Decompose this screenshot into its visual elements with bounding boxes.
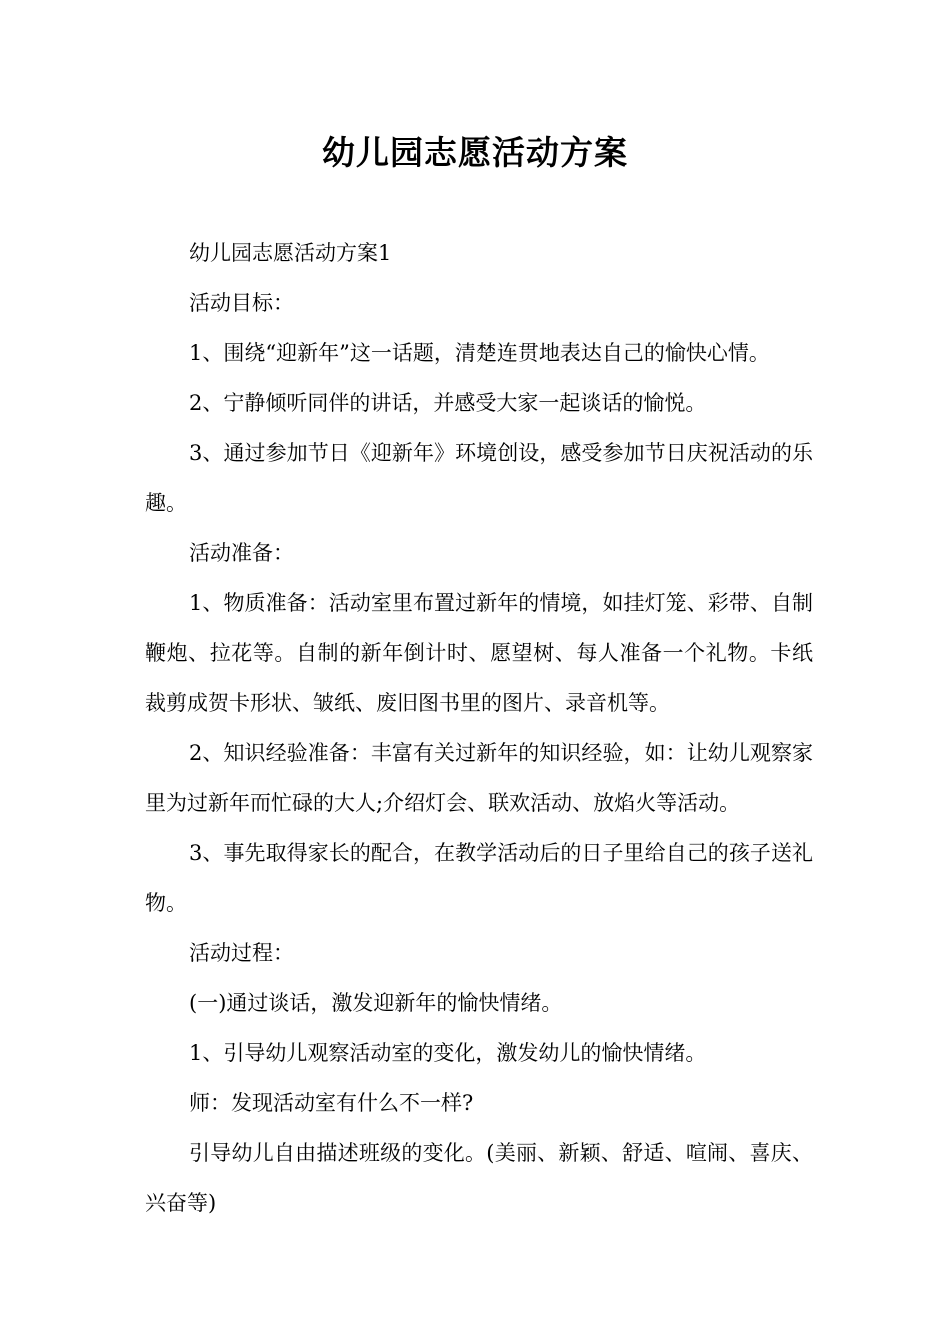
- subheading-process: 活动过程：: [189, 941, 294, 965]
- document-body: [145, 228, 813, 1228]
- preparation-item: 2、知识经验准备：丰富有关过新年的知识经验，如：让幼儿观察家里为过新年而忙碌的大人;介绍灯会、联欢活动、放焰火等活动。: [145, 741, 813, 815]
- process-item: 引导幼儿自由描述班级的变化。(美丽、新颖、舒适、喧闹、喜庆、兴奋等): [145, 1141, 813, 1215]
- process-step: (一)通过谈话，激发迎新年的愉快情绪。: [189, 991, 563, 1015]
- goal-item: 3、通过参加节日《迎新年》环境创设，感受参加节日庆祝活动的乐趣。: [145, 441, 813, 515]
- document-title: 幼儿园志愿活动方案: [322, 133, 628, 172]
- preparation-item: 3、事先取得家长的配合，在教学活动后的日子里给自己的孩子送礼物。: [145, 841, 813, 915]
- goal-item: 1、围绕“迎新年”这一话题，清楚连贯地表达自己的愉快心情。: [189, 341, 770, 365]
- section-heading: 幼儿园志愿活动方案1: [189, 241, 392, 265]
- preparation-item: 1、物质准备：活动室里布置过新年的情境，如挂灯笼、彩带、自制鞭炮、拉花等。自制的新年倒计时、愿望树、每人准备一个礼物。卡纸裁剪成贺卡形状、皱纸、废旧图书里的图片、录音机等。: [145, 591, 813, 715]
- goal-item: 2、宁静倾听同伴的讲话，并感受大家一起谈话的愉悦。: [189, 391, 707, 415]
- subheading-goals: 活动目标：: [189, 291, 294, 315]
- subheading-preparation: 活动准备：: [189, 541, 294, 565]
- teacher-question: 师：发现活动室有什么不一样?: [189, 1091, 474, 1115]
- process-item: 1、引导幼儿观察活动室的变化，激发幼儿的愉快情绪。: [189, 1041, 707, 1065]
